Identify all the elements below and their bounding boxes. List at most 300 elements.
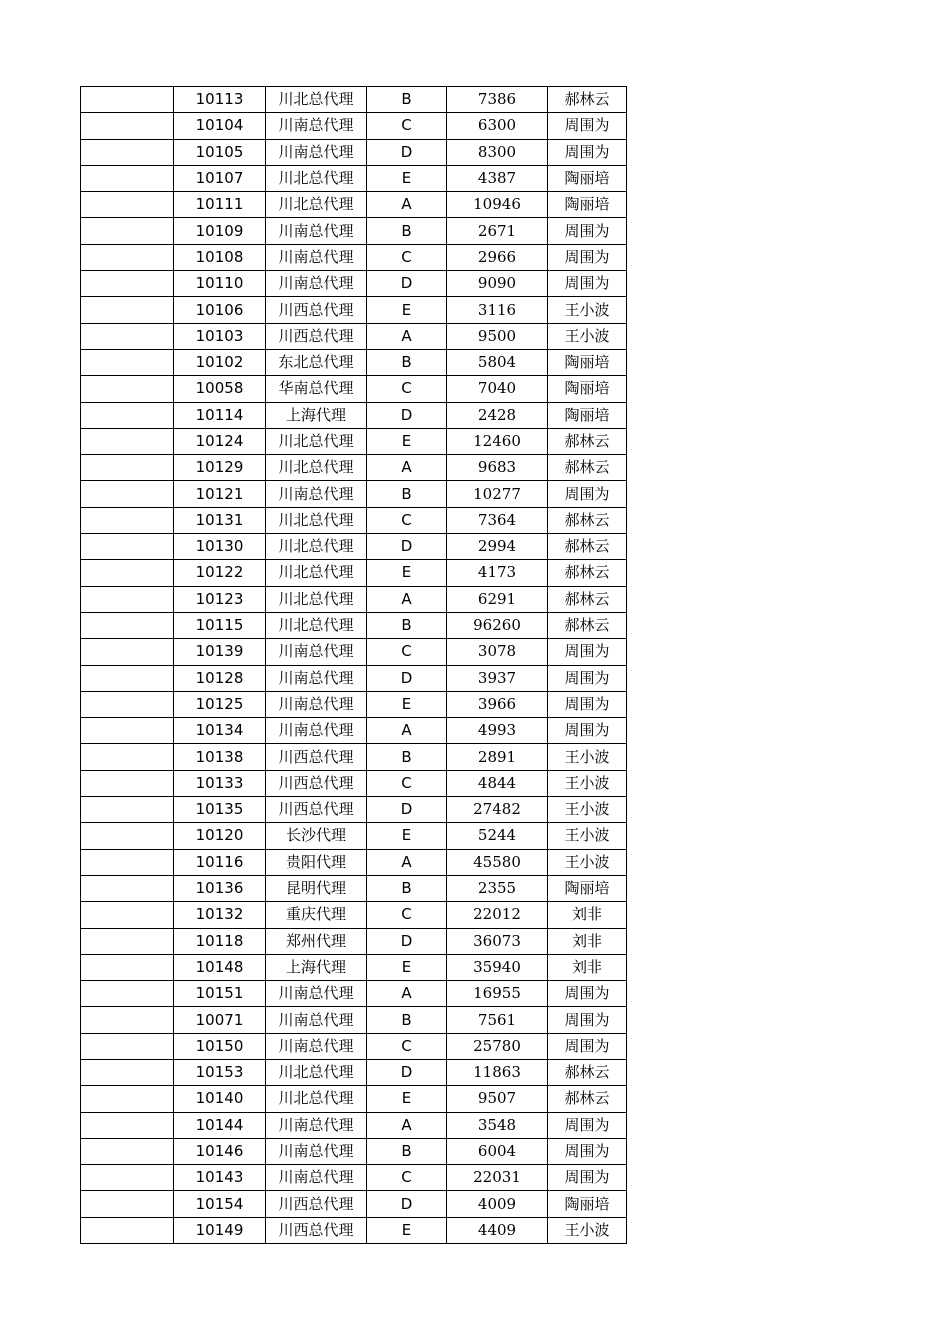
id-cell: 10133 [174, 770, 266, 796]
amount-cell: 25780 [447, 1033, 548, 1059]
blank-cell [81, 349, 174, 375]
grade-cell: C [367, 1165, 447, 1191]
agent-cell: 川西总代理 [266, 1217, 367, 1243]
amount-cell: 2994 [447, 534, 548, 560]
id-cell: 10134 [174, 718, 266, 744]
blank-cell [81, 612, 174, 638]
table-row [81, 770, 627, 796]
agent-cell: 川北总代理 [266, 455, 367, 481]
id-cell: 10118 [174, 928, 266, 954]
table-row [81, 981, 627, 1007]
id-cell: 10058 [174, 376, 266, 402]
blank-cell [81, 665, 174, 691]
agent-cell: 川南总代理 [266, 718, 367, 744]
amount-cell: 2671 [447, 218, 548, 244]
blank-cell [81, 218, 174, 244]
amount-cell: 35940 [447, 954, 548, 980]
agent-cell: 川南总代理 [266, 218, 367, 244]
amount-cell: 3548 [447, 1112, 548, 1138]
amount-cell: 9507 [447, 1086, 548, 1112]
id-cell: 10150 [174, 1033, 266, 1059]
amount-cell: 10277 [447, 481, 548, 507]
blank-cell [81, 297, 174, 323]
agent-cell: 川南总代理 [266, 981, 367, 1007]
person-cell: 郝林云 [548, 507, 627, 533]
grade-cell: D [367, 665, 447, 691]
agent-cell: 长沙代理 [266, 823, 367, 849]
amount-cell: 3116 [447, 297, 548, 323]
blank-cell [81, 1217, 174, 1243]
agent-cell: 川南总代理 [266, 1033, 367, 1059]
person-cell: 周围为 [548, 718, 627, 744]
table-row [81, 192, 627, 218]
person-cell: 王小波 [548, 770, 627, 796]
agent-cell: 昆明代理 [266, 875, 367, 901]
table-row [81, 1033, 627, 1059]
id-cell: 10139 [174, 639, 266, 665]
amount-cell: 5244 [447, 823, 548, 849]
person-cell: 陶丽培 [548, 165, 627, 191]
id-cell: 10106 [174, 297, 266, 323]
amount-cell: 2355 [447, 875, 548, 901]
id-cell: 10114 [174, 402, 266, 428]
id-cell: 10154 [174, 1191, 266, 1217]
table-row [81, 349, 627, 375]
person-cell: 周围为 [548, 1138, 627, 1164]
blank-cell [81, 1165, 174, 1191]
table-row [81, 1059, 627, 1085]
amount-cell: 7386 [447, 87, 548, 113]
blank-cell [81, 139, 174, 165]
grade-cell: E [367, 297, 447, 323]
person-cell: 郝林云 [548, 534, 627, 560]
agent-cell: 川南总代理 [266, 139, 367, 165]
agent-cell: 川南总代理 [266, 1007, 367, 1033]
grade-cell: A [367, 1112, 447, 1138]
person-cell: 王小波 [548, 1217, 627, 1243]
blank-cell [81, 928, 174, 954]
agent-cell: 川西总代理 [266, 297, 367, 323]
amount-cell: 27482 [447, 797, 548, 823]
grade-cell: B [367, 875, 447, 901]
table-row [81, 639, 627, 665]
id-cell: 10109 [174, 218, 266, 244]
agent-cell: 川北总代理 [266, 428, 367, 454]
amount-cell: 22012 [447, 902, 548, 928]
grade-cell: C [367, 1033, 447, 1059]
person-cell: 郝林云 [548, 1086, 627, 1112]
grade-cell: D [367, 797, 447, 823]
person-cell: 周围为 [548, 691, 627, 717]
blank-cell [81, 1033, 174, 1059]
grade-cell: A [367, 981, 447, 1007]
id-cell: 10121 [174, 481, 266, 507]
table-row [81, 612, 627, 638]
agent-cell: 川北总代理 [266, 192, 367, 218]
table-row [81, 481, 627, 507]
grade-cell: C [367, 244, 447, 270]
person-cell: 郝林云 [548, 428, 627, 454]
person-cell: 王小波 [548, 297, 627, 323]
agent-cell: 东北总代理 [266, 349, 367, 375]
table-body [81, 87, 627, 1244]
data-table [80, 86, 627, 1244]
person-cell: 陶丽培 [548, 192, 627, 218]
id-cell: 10128 [174, 665, 266, 691]
person-cell: 周围为 [548, 1007, 627, 1033]
table-row [81, 902, 627, 928]
agent-cell: 川北总代理 [266, 612, 367, 638]
blank-cell [81, 797, 174, 823]
id-cell: 10110 [174, 271, 266, 297]
grade-cell: C [367, 639, 447, 665]
grade-cell: E [367, 1086, 447, 1112]
amount-cell: 3078 [447, 639, 548, 665]
table-row [81, 323, 627, 349]
table-row [81, 297, 627, 323]
grade-cell: D [367, 928, 447, 954]
id-cell: 10102 [174, 349, 266, 375]
agent-cell: 川南总代理 [266, 1138, 367, 1164]
person-cell: 郝林云 [548, 612, 627, 638]
person-cell: 刘非 [548, 928, 627, 954]
id-cell: 10148 [174, 954, 266, 980]
table-row [81, 271, 627, 297]
person-cell: 郝林云 [548, 1059, 627, 1085]
grade-cell: B [367, 612, 447, 638]
agent-cell: 川北总代理 [266, 534, 367, 560]
person-cell: 陶丽培 [548, 376, 627, 402]
id-cell: 10124 [174, 428, 266, 454]
table-row [81, 665, 627, 691]
grade-cell: A [367, 718, 447, 744]
blank-cell [81, 691, 174, 717]
grade-cell: E [367, 823, 447, 849]
blank-cell [81, 823, 174, 849]
table-row [81, 455, 627, 481]
id-cell: 10125 [174, 691, 266, 717]
grade-cell: B [367, 349, 447, 375]
person-cell: 周围为 [548, 1033, 627, 1059]
agent-cell: 川西总代理 [266, 323, 367, 349]
amount-cell: 4993 [447, 718, 548, 744]
blank-cell [81, 586, 174, 612]
grade-cell: B [367, 218, 447, 244]
grade-cell: B [367, 744, 447, 770]
grade-cell: D [367, 271, 447, 297]
grade-cell: A [367, 192, 447, 218]
table-row [81, 954, 627, 980]
id-cell: 10122 [174, 560, 266, 586]
blank-cell [81, 376, 174, 402]
person-cell: 周围为 [548, 665, 627, 691]
person-cell: 周围为 [548, 139, 627, 165]
table-row [81, 165, 627, 191]
amount-cell: 9500 [447, 323, 548, 349]
grade-cell: C [367, 376, 447, 402]
table-row [81, 244, 627, 270]
table-row [81, 1217, 627, 1243]
agent-cell: 川北总代理 [266, 560, 367, 586]
id-cell: 10115 [174, 612, 266, 638]
grade-cell: A [367, 455, 447, 481]
agent-cell: 贵阳代理 [266, 849, 367, 875]
amount-cell: 96260 [447, 612, 548, 638]
agent-cell: 川西总代理 [266, 1191, 367, 1217]
blank-cell [81, 981, 174, 1007]
blank-cell [81, 271, 174, 297]
grade-cell: D [367, 1191, 447, 1217]
agent-cell: 川北总代理 [266, 87, 367, 113]
blank-cell [81, 1112, 174, 1138]
amount-cell: 7040 [447, 376, 548, 402]
table-row [81, 823, 627, 849]
grade-cell: A [367, 849, 447, 875]
id-cell: 10136 [174, 875, 266, 901]
id-cell: 10108 [174, 244, 266, 270]
amount-cell: 9090 [447, 271, 548, 297]
agent-cell: 川南总代理 [266, 665, 367, 691]
table-row [81, 376, 627, 402]
person-cell: 陶丽培 [548, 402, 627, 428]
person-cell: 周围为 [548, 271, 627, 297]
agent-cell: 川北总代理 [266, 507, 367, 533]
id-cell: 10131 [174, 507, 266, 533]
person-cell: 刘非 [548, 954, 627, 980]
table-row [81, 139, 627, 165]
grade-cell: C [367, 113, 447, 139]
table-row [81, 1112, 627, 1138]
blank-cell [81, 402, 174, 428]
agent-cell: 上海代理 [266, 402, 367, 428]
grade-cell: E [367, 165, 447, 191]
amount-cell: 4173 [447, 560, 548, 586]
id-cell: 10104 [174, 113, 266, 139]
blank-cell [81, 323, 174, 349]
amount-cell: 7561 [447, 1007, 548, 1033]
id-cell: 10140 [174, 1086, 266, 1112]
amount-cell: 2428 [447, 402, 548, 428]
grade-cell: D [367, 402, 447, 428]
blank-cell [81, 455, 174, 481]
table-row [81, 113, 627, 139]
grade-cell: B [367, 87, 447, 113]
agent-cell: 重庆代理 [266, 902, 367, 928]
id-cell: 10107 [174, 165, 266, 191]
grade-cell: C [367, 507, 447, 533]
amount-cell: 16955 [447, 981, 548, 1007]
agent-cell: 川北总代理 [266, 1086, 367, 1112]
blank-cell [81, 1138, 174, 1164]
grade-cell: C [367, 902, 447, 928]
blank-cell [81, 770, 174, 796]
agent-cell: 川北总代理 [266, 1059, 367, 1085]
person-cell: 王小波 [548, 823, 627, 849]
grade-cell: A [367, 323, 447, 349]
agent-cell: 川南总代理 [266, 1112, 367, 1138]
amount-cell: 3966 [447, 691, 548, 717]
agent-cell: 川南总代理 [266, 271, 367, 297]
table-row [81, 218, 627, 244]
person-cell: 周围为 [548, 218, 627, 244]
agent-cell: 川南总代理 [266, 244, 367, 270]
grade-cell: E [367, 428, 447, 454]
id-cell: 10120 [174, 823, 266, 849]
table-row [81, 1165, 627, 1191]
blank-cell [81, 744, 174, 770]
blank-cell [81, 1007, 174, 1033]
amount-cell: 22031 [447, 1165, 548, 1191]
blank-cell [81, 534, 174, 560]
id-cell: 10149 [174, 1217, 266, 1243]
blank-cell [81, 113, 174, 139]
blank-cell [81, 244, 174, 270]
table-row [81, 534, 627, 560]
person-cell: 陶丽培 [548, 875, 627, 901]
person-cell: 周围为 [548, 1165, 627, 1191]
grade-cell: E [367, 954, 447, 980]
blank-cell [81, 639, 174, 665]
grade-cell: B [367, 1138, 447, 1164]
person-cell: 郝林云 [548, 560, 627, 586]
amount-cell: 4009 [447, 1191, 548, 1217]
id-cell: 10116 [174, 849, 266, 875]
table-row [81, 560, 627, 586]
person-cell: 王小波 [548, 323, 627, 349]
person-cell: 周围为 [548, 1112, 627, 1138]
agent-cell: 川南总代理 [266, 481, 367, 507]
person-cell: 王小波 [548, 849, 627, 875]
amount-cell: 12460 [447, 428, 548, 454]
id-cell: 10111 [174, 192, 266, 218]
id-cell: 10071 [174, 1007, 266, 1033]
grade-cell: A [367, 586, 447, 612]
agent-cell: 川西总代理 [266, 797, 367, 823]
table-row [81, 1007, 627, 1033]
blank-cell [81, 87, 174, 113]
id-cell: 10130 [174, 534, 266, 560]
person-cell: 周围为 [548, 244, 627, 270]
amount-cell: 4387 [447, 165, 548, 191]
blank-cell [81, 428, 174, 454]
person-cell: 刘非 [548, 902, 627, 928]
id-cell: 10143 [174, 1165, 266, 1191]
agent-cell: 郑州代理 [266, 928, 367, 954]
agent-cell: 川西总代理 [266, 770, 367, 796]
blank-cell [81, 954, 174, 980]
id-cell: 10132 [174, 902, 266, 928]
agent-cell: 华南总代理 [266, 376, 367, 402]
amount-cell: 11863 [447, 1059, 548, 1085]
agent-cell: 上海代理 [266, 954, 367, 980]
person-cell: 陶丽培 [548, 1191, 627, 1217]
table-row [81, 402, 627, 428]
grade-cell: D [367, 139, 447, 165]
grade-cell: D [367, 534, 447, 560]
blank-cell [81, 192, 174, 218]
table-row [81, 428, 627, 454]
amount-cell: 4844 [447, 770, 548, 796]
id-cell: 10113 [174, 87, 266, 113]
person-cell: 郝林云 [548, 586, 627, 612]
person-cell: 陶丽培 [548, 349, 627, 375]
table-row [81, 928, 627, 954]
grade-cell: E [367, 560, 447, 586]
blank-cell [81, 849, 174, 875]
amount-cell: 45580 [447, 849, 548, 875]
amount-cell: 6291 [447, 586, 548, 612]
blank-cell [81, 1191, 174, 1217]
table-row [81, 87, 627, 113]
table-row [81, 1138, 627, 1164]
agent-cell: 川南总代理 [266, 691, 367, 717]
person-cell: 周围为 [548, 481, 627, 507]
amount-cell: 36073 [447, 928, 548, 954]
table-row [81, 797, 627, 823]
table-row [81, 718, 627, 744]
amount-cell: 5804 [447, 349, 548, 375]
id-cell: 10103 [174, 323, 266, 349]
grade-cell: D [367, 1059, 447, 1085]
id-cell: 10153 [174, 1059, 266, 1085]
person-cell: 郝林云 [548, 87, 627, 113]
id-cell: 10135 [174, 797, 266, 823]
blank-cell [81, 1059, 174, 1085]
table-row [81, 586, 627, 612]
table-row [81, 849, 627, 875]
grade-cell: B [367, 481, 447, 507]
table-row [81, 1086, 627, 1112]
blank-cell [81, 875, 174, 901]
id-cell: 10129 [174, 455, 266, 481]
agent-cell: 川南总代理 [266, 1165, 367, 1191]
id-cell: 10146 [174, 1138, 266, 1164]
agent-cell: 川西总代理 [266, 744, 367, 770]
id-cell: 10105 [174, 139, 266, 165]
amount-cell: 10946 [447, 192, 548, 218]
agent-cell: 川南总代理 [266, 113, 367, 139]
blank-cell [81, 481, 174, 507]
person-cell: 周围为 [548, 981, 627, 1007]
table-row [81, 507, 627, 533]
grade-cell: B [367, 1007, 447, 1033]
blank-cell [81, 1086, 174, 1112]
amount-cell: 8300 [447, 139, 548, 165]
amount-cell: 2966 [447, 244, 548, 270]
table-row [81, 691, 627, 717]
id-cell: 10123 [174, 586, 266, 612]
grade-cell: E [367, 691, 447, 717]
agent-cell: 川南总代理 [266, 639, 367, 665]
id-cell: 10144 [174, 1112, 266, 1138]
person-cell: 周围为 [548, 639, 627, 665]
agent-cell: 川北总代理 [266, 586, 367, 612]
person-cell: 周围为 [548, 113, 627, 139]
table-row [81, 1191, 627, 1217]
person-cell: 郝林云 [548, 455, 627, 481]
blank-cell [81, 165, 174, 191]
grade-cell: C [367, 770, 447, 796]
amount-cell: 6004 [447, 1138, 548, 1164]
amount-cell: 7364 [447, 507, 548, 533]
id-cell: 10138 [174, 744, 266, 770]
blank-cell [81, 560, 174, 586]
person-cell: 王小波 [548, 797, 627, 823]
person-cell: 王小波 [548, 744, 627, 770]
agent-cell: 川北总代理 [266, 165, 367, 191]
amount-cell: 4409 [447, 1217, 548, 1243]
amount-cell: 6300 [447, 113, 548, 139]
